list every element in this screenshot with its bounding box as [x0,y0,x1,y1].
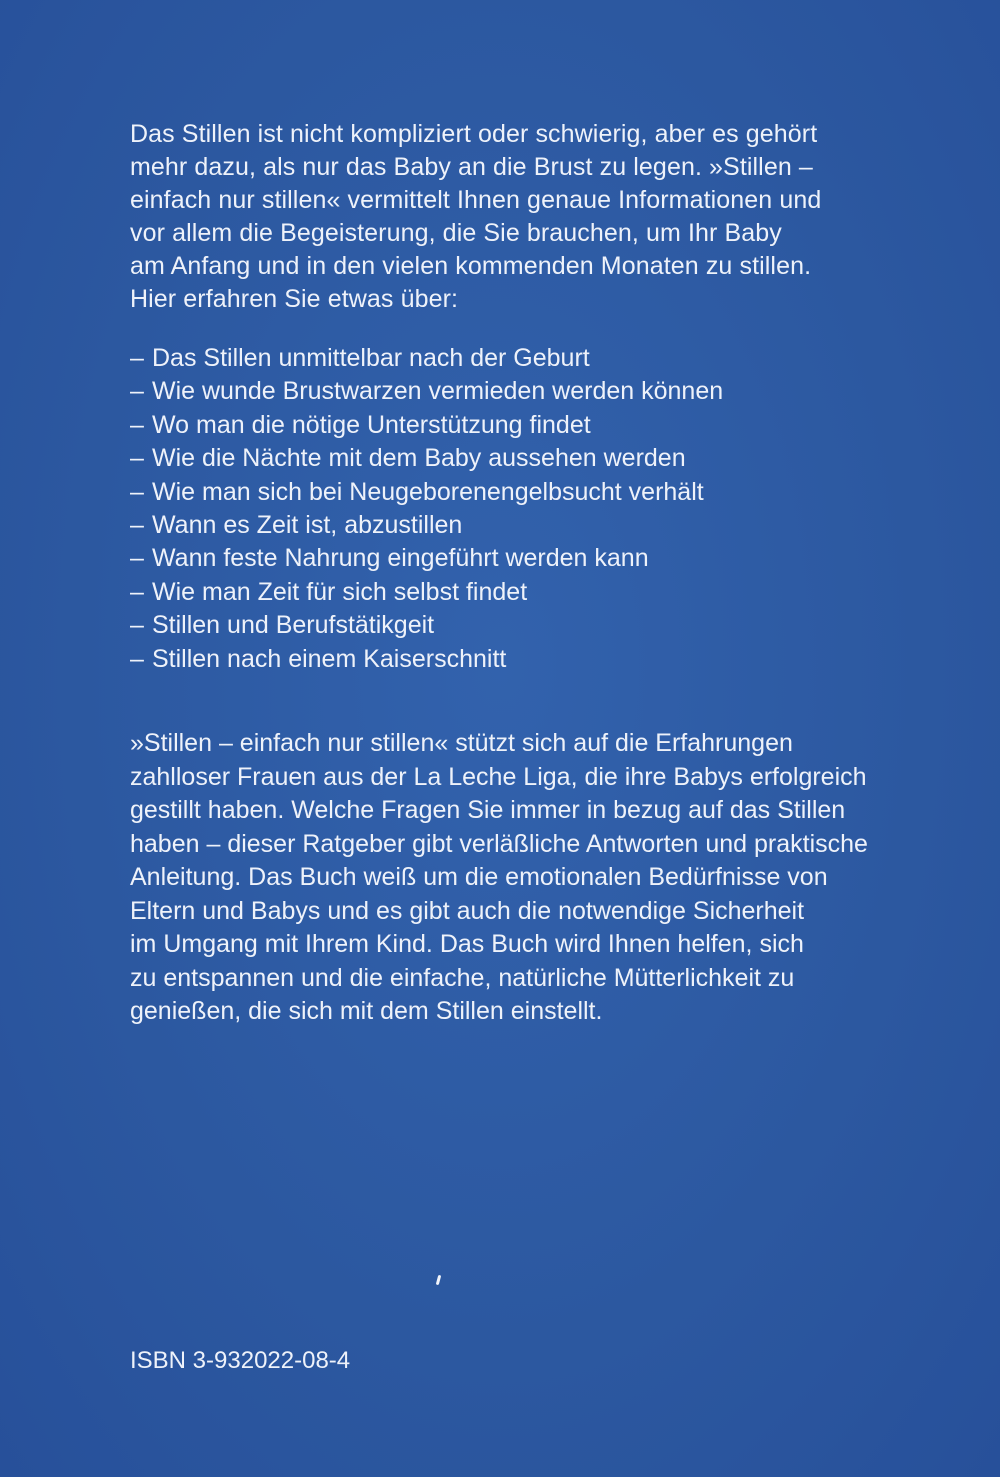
description-line: im Umgang mit Ihrem Kind. Das Buch wird Ihnen helfen, sich [130,930,804,958]
topic-text: Wie die Nächte mit dem Baby aussehen werden [152,444,686,473]
topic-text: Wo man die nötige Unterstützung findet [152,410,591,439]
topic-item [130,442,723,475]
print-speck [436,1275,441,1285]
intro-line: einfach nur stillen« vermittelt Ihnen genaue Informationen und [130,186,822,214]
topic-text: Wie man sich bei Neugeborenengelbsucht verhält [152,477,704,506]
intro-line: Das Stillen ist nicht kompliziert oder schwierig, aber es gehört [130,120,818,148]
intro-line: mehr dazu, als nur das Baby an die Brust zu legen. »Stillen – [130,153,813,181]
topic-item [130,509,723,542]
topic-item [130,609,723,642]
topic-text: Wann es Zeit ist, abzustillen [152,511,463,540]
topic-text: Wie wunde Brustwarzen vermieden werden können [152,377,724,406]
topic-item [130,542,723,575]
topic-text: Wann feste Nahrung eingeführt werden kann [152,544,649,573]
intro-line: vor allem die Begeisterung, die Sie brauchen, um Ihr Baby [130,219,782,247]
intro-line: Hier erfahren Sie etwas über: [130,285,459,313]
description-line: genießen, die sich mit dem Stillen einstellt. [130,997,603,1025]
intro-paragraph [130,118,850,316]
bullet-dash: – [130,577,144,606]
bullet-dash: – [130,344,144,372]
bullet-dash: – [130,644,144,673]
topic-text: Stillen nach einem Kaiserschnitt [152,644,507,673]
topic-item [130,476,723,509]
description-line: »Stillen – einfach nur stillen« stützt sich auf die Erfahrungen [130,729,793,757]
description-line: zu entspannen und die einfache, natürliche Mütterlichkeit zu [130,963,795,992]
bullet-dash: – [130,410,144,439]
description-line: Anleitung. Das Buch weiß um die emotionalen Bedürfnisse von [130,863,828,891]
topic-item [130,576,723,609]
topic-text: Wie man Zeit für sich selbst findet [152,577,528,606]
description-line: Eltern und Babys und es gibt auch die notwendige Sicherheit [130,896,805,925]
description-paragraph [130,727,870,1029]
bullet-dash: – [130,511,144,540]
bullet-dash: – [130,611,144,640]
topic-item [130,643,723,676]
topic-item [130,342,723,375]
topic-item [130,409,723,442]
bullet-dash: – [130,377,144,406]
description-line: haben – dieser Ratgeber gibt verläßliche Antworten und praktische [130,829,868,858]
topic-list [130,342,723,676]
description-line: gestillt haben. Welche Fragen Sie immer in bezug auf das Stillen [130,796,846,824]
intro-line: am Anfang und in den vielen kommenden Monaten zu stillen. [130,252,812,280]
bullet-dash: – [130,544,144,573]
bullet-dash: – [130,444,144,473]
topic-text: Das Stillen unmittelbar nach der Geburt [152,344,590,372]
topic-item [130,375,723,408]
topic-text: Stillen und Berufstätikgeit [152,611,435,640]
isbn-number: ISBN 3-932022-08-4 [130,1347,351,1374]
bullet-dash: – [130,477,144,506]
description-line: zahlloser Frauen aus der La Leche Liga, die ihre Babys erfolgreich [130,762,867,791]
